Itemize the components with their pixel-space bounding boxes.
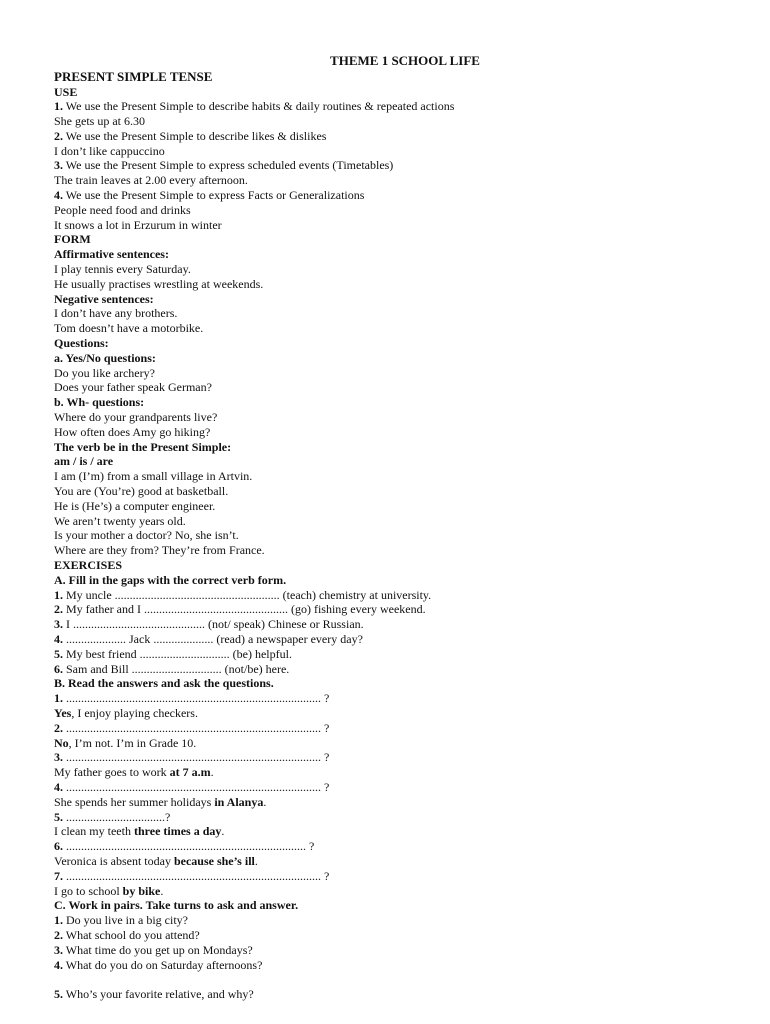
example-line: Do you like archery? (54, 365, 155, 380)
use-item: 2. We use the Present Simple to describe likes & dislikes (54, 128, 327, 143)
use-label: USE (54, 84, 78, 99)
exercise-a-item: 2. My father and I ................................................ (go) fishing every weekend. (54, 602, 426, 617)
affirmative-label: Affirmative sentences: (54, 247, 169, 262)
exercise-b-question: 2. ..................................................................................... ? (54, 720, 330, 735)
exercise-b-question: 1. ..................................................................................... ? (54, 691, 330, 706)
negative-label: Negative sentences: (54, 291, 154, 306)
exercise-b-instructions: B. Read the answers and ask the questions. (54, 676, 274, 691)
example-line: He usually practises wrestling at weekends. (54, 276, 264, 291)
exercise-c-item: 1. Do you live in a big city? (54, 913, 188, 928)
exercise-a-item: 4. .................... Jack .................... (read) a newspaper every day? (54, 631, 363, 646)
wh-label: b. Wh- questions: (54, 395, 145, 410)
use-item: 4. We use the Present Simple to express Facts or Generalizations (54, 188, 365, 203)
exercise-b-answer: Yes, I enjoy playing checkers. (54, 705, 198, 720)
example-line: I play tennis every Saturday. (54, 262, 191, 277)
example-line: People need food and drinks (54, 202, 191, 217)
example-line: Tom doesn’t have a motorbike. (54, 321, 204, 336)
example-line: I don’t have any brothers. (54, 306, 178, 321)
example-line: The train leaves at 2.00 every afternoon. (54, 173, 248, 188)
example-line: Where do your grandparents live? (54, 410, 218, 425)
exercise-b-answer: My father goes to work at 7 a.m. (54, 765, 214, 780)
example-line: Is your mother a doctor? No, she isn’t. (54, 528, 239, 543)
example-line: Does your father speak German? (54, 380, 212, 395)
worksheet-page (54, 53, 734, 1002)
exercise-b-question: 6. ................................................................................ ? (54, 839, 315, 854)
example-line: Where are they from? They’re from France. (54, 543, 265, 558)
exercise-a-item: 6. Sam and Bill .............................. (not/be) here. (54, 661, 290, 676)
example-line: You are (You’re) good at basketball. (54, 484, 229, 499)
example-line: She gets up at 6.30 (54, 114, 145, 129)
exercise-b-answer: I clean my teeth three times a day. (54, 824, 225, 839)
form-label: FORM (54, 232, 91, 247)
exercise-c-item: 4. What do you do on Saturday afternoons? (54, 957, 263, 972)
exercise-b-answer: No, I’m not. I’m in Grade 10. (54, 735, 197, 750)
exercise-a-item: 1. My uncle ....................................................... (teach) chemistry at university. (54, 587, 432, 602)
example-line: I don’t like cappuccino (54, 143, 165, 158)
exercise-b-question: 3. ..................................................................................... ? (54, 750, 330, 765)
exercise-b-answer: I go to school by bike. (54, 883, 164, 898)
exercise-c-item: 5. Who’s your favorite relative, and why? (54, 987, 254, 1002)
exercise-b-question: 5. .................................? (54, 809, 171, 824)
exercises-label: EXERCISES (54, 558, 123, 572)
exercise-b-answer: Veronica is absent today because she’s ill. (54, 853, 258, 868)
verb-be-label: The verb be in the Present Simple: (54, 439, 232, 454)
blank-line (54, 972, 734, 987)
yesno-label: a. Yes/No questions: (54, 350, 156, 365)
verb-be-forms: am / is / are (54, 454, 114, 469)
use-item: 3. We use the Present Simple to express scheduled events (Timetables) (54, 158, 394, 173)
exercise-a-instructions: A. Fill in the gaps with the correct verb form. (54, 572, 287, 587)
example-line: How often does Amy go hiking? (54, 424, 211, 439)
exercise-b-answer: She spends her summer holidays in Alanya. (54, 794, 267, 809)
use-item: 1. We use the Present Simple to describe habits & daily routines & repeated actions (54, 99, 455, 114)
exercise-b-question: 7. ..................................................................................... ? (54, 868, 330, 883)
questions-label: Questions: (54, 336, 109, 351)
exercise-a-item: 5. My best friend .............................. (be) helpful. (54, 646, 292, 661)
exercise-c-item: 3. What time do you get up on Mondays? (54, 942, 253, 957)
page-title: THEME 1 SCHOOL LIFE (330, 53, 480, 68)
example-line: It snows a lot in Erzurum in winter (54, 217, 222, 232)
example-line: We aren’t twenty years old. (54, 513, 186, 528)
exercise-c-item: 2. What school do you attend? (54, 927, 200, 942)
example-line: I am (I’m) from a small village in Artvin. (54, 469, 253, 484)
example-line: He is (He’s) a computer engineer. (54, 498, 216, 513)
exercise-c-instructions: C. Work in pairs. Take turns to ask and answer. (54, 898, 299, 913)
section-heading: PRESENT SIMPLE TENSE (54, 69, 213, 84)
exercise-b-question: 4. ..................................................................................... ? (54, 779, 330, 794)
exercise-a-item: 3. I ............................................ (not/ speak) Chinese or Russian. (54, 617, 364, 632)
